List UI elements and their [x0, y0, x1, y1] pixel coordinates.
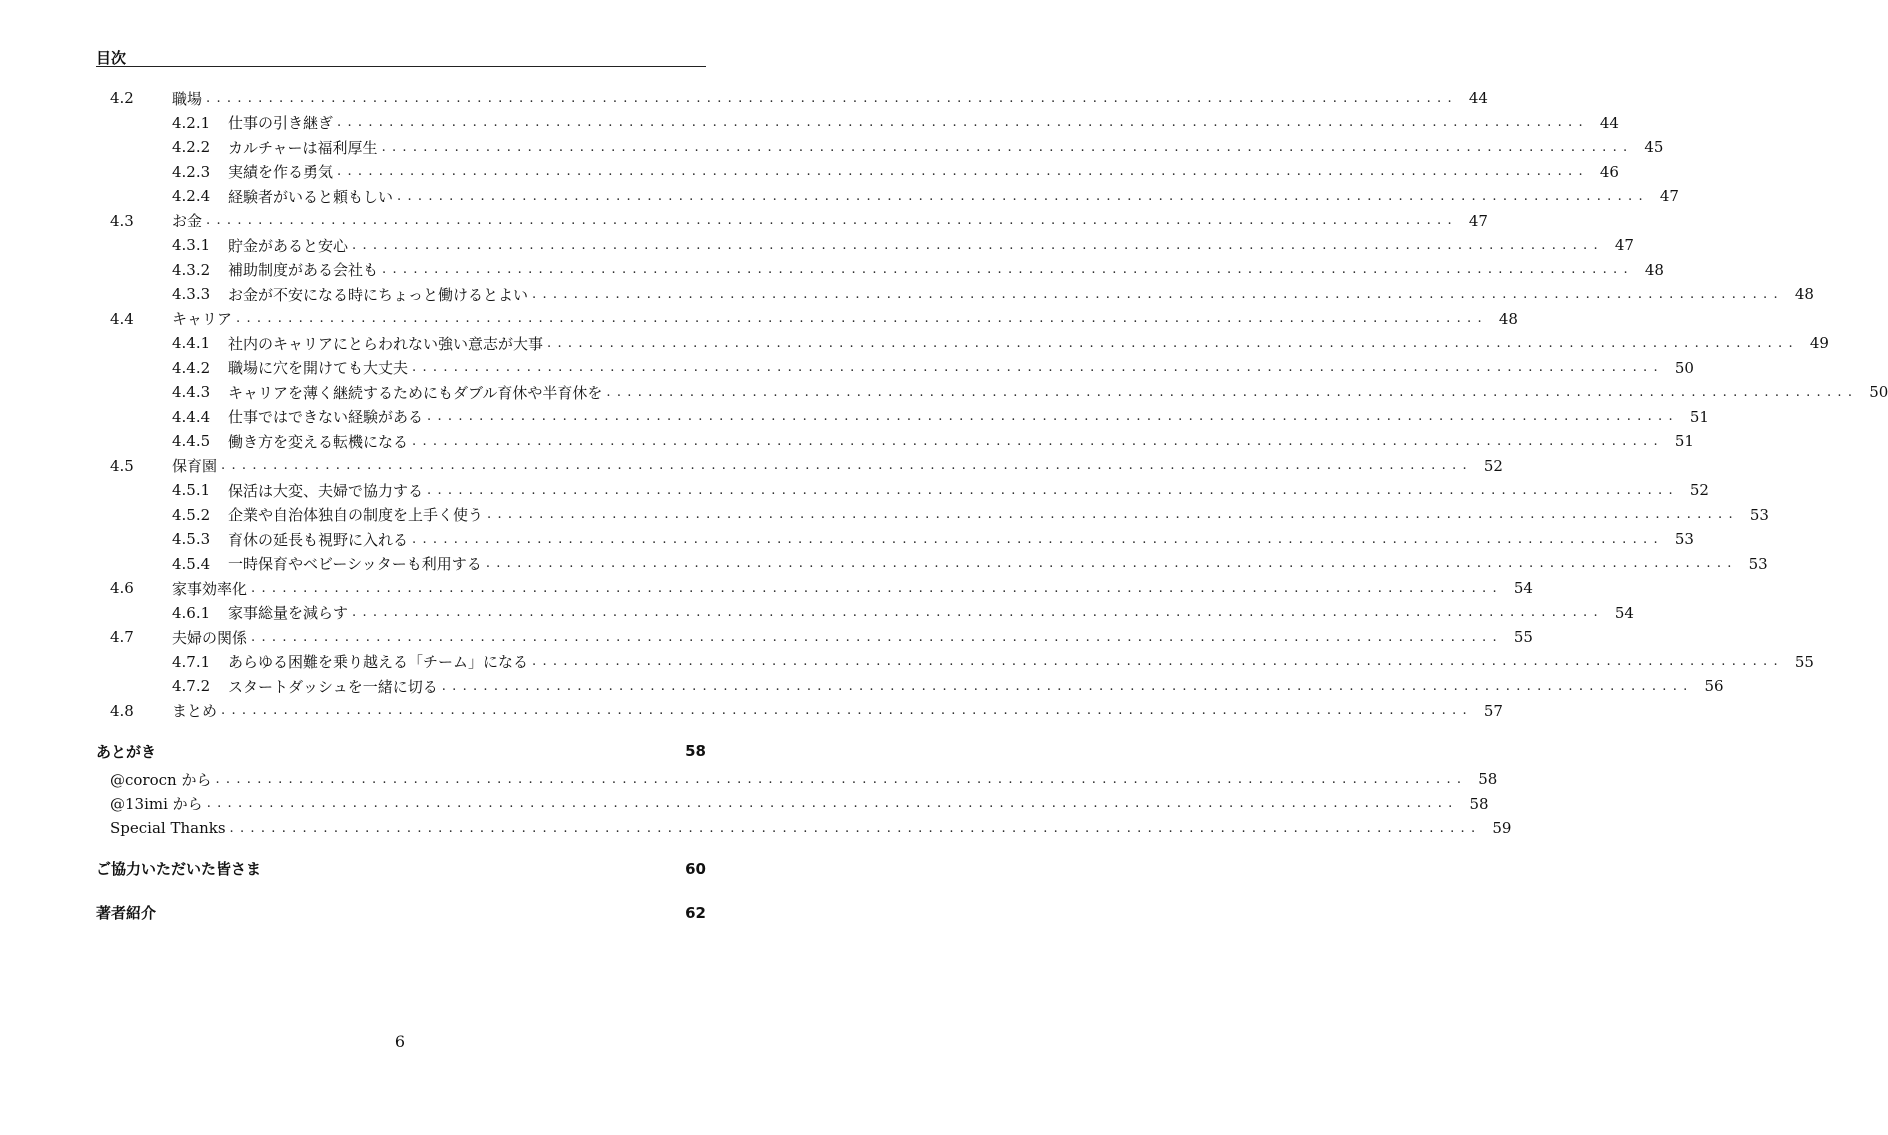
toc-subsection-entry[interactable]	[172, 504, 1769, 526]
toc-entry-title: 経験者がいると頼もしい	[228, 187, 394, 206]
toc-subsection-entry[interactable]	[172, 112, 1619, 134]
toc-section-entry[interactable]	[110, 577, 1533, 599]
toc-entry-page: 58	[685, 742, 706, 760]
toc-entry-page: 55	[1513, 628, 1533, 646]
dot-leader: ........................................................................................................................	[441, 678, 1694, 694]
toc-entry-title: 補助制度がある会社も	[228, 261, 379, 279]
dot-leader: ........................................................................................................................	[352, 237, 1604, 253]
toc-entry-number: 4.2.1	[172, 113, 211, 132]
dot-leader: ........................................................................................................................	[412, 531, 1664, 547]
toc-entry-number: 4.4.4	[172, 407, 211, 426]
toc-entry-page: 47	[1468, 211, 1488, 230]
toc-entry-number: 4.4.3	[172, 383, 211, 401]
header-title: 目次	[96, 49, 127, 67]
toc-entry-title: スタートダッシュを一緒に切る	[228, 677, 438, 696]
toc-entry-title: お金が不安になる時にちょっと働けるとよい	[228, 285, 529, 304]
toc-entry-page: 48	[1498, 309, 1518, 328]
dot-leader: ........................................................................................................................	[547, 335, 1799, 351]
toc-entry-title: 著者紹介	[96, 904, 157, 922]
page-number: 6	[394, 1032, 406, 1051]
toc-entry-title: 職場に穴を開けても大丈夫	[228, 359, 409, 377]
toc-entry-page: 54	[1513, 579, 1533, 597]
toc-chapter-entry[interactable]	[96, 858, 706, 880]
toc-entry-number: 4.5.4	[172, 554, 211, 573]
toc-subsection-entry[interactable]	[172, 161, 1619, 183]
toc-entry-page: 53	[1748, 554, 1768, 573]
toc-subsection-entry[interactable]	[172, 381, 1888, 403]
toc-subsection-entry[interactable]	[172, 675, 1724, 697]
toc-entry-page: 50	[1869, 383, 1888, 401]
toc-entry-page: 52	[1483, 456, 1503, 475]
dot-leader: ........................................................................................................................	[251, 629, 1503, 645]
toc-entry-number: 4.5.1	[172, 481, 211, 499]
toc-entry-number: 4.5.2	[172, 505, 211, 524]
toc-entry-title: カルチャーは福利厚生	[228, 138, 378, 157]
dot-leader: ........................................................................................................................	[206, 213, 1458, 228]
toc-section-entry[interactable]	[110, 455, 1503, 477]
toc-entry-number: 4.2.4	[172, 187, 211, 205]
toc-subsection-entry[interactable]	[172, 136, 1664, 158]
dot-leader: ........................................................................................................................	[397, 188, 1649, 204]
dot-leader: ........................................................................................................................	[337, 164, 1589, 179]
toc-entry-number: 4.3	[110, 211, 134, 230]
toc-section-entry[interactable]	[110, 793, 1489, 815]
toc-entry-page: 62	[685, 903, 706, 922]
toc-entry-number: 4.7	[110, 628, 134, 646]
toc-section-entry[interactable]	[110, 626, 1533, 648]
toc-entry-title: 実績を作る勇気	[228, 163, 334, 181]
toc-entry-page: 44	[1599, 113, 1619, 132]
toc-entry-page: 58	[1469, 794, 1489, 813]
toc-section-entry[interactable]	[110, 768, 1498, 790]
toc-entry-title: あらゆる困難を乗り越える「チーム」になる	[228, 653, 529, 671]
toc-entry-title: 家事効率化	[172, 579, 248, 598]
toc-entry-page: 58	[1478, 770, 1498, 788]
toc-entry-title: 夫婦の関係	[172, 628, 248, 647]
toc-entry-number: 4.6.1	[172, 603, 211, 622]
toc-entry-title: あとがき	[96, 742, 157, 761]
toc-entry-page: 56	[1704, 677, 1724, 695]
toc-entry-title: Special Thanks	[110, 819, 226, 837]
toc-entry-title: 保活は大変、夫婦で協力する	[228, 481, 424, 500]
toc-subsection-entry[interactable]	[172, 332, 1829, 354]
toc-entry-number: 4.5	[110, 456, 134, 475]
toc-entry-title: 仕事の引き継ぎ	[228, 114, 334, 132]
toc-entry-page: 45	[1644, 138, 1664, 156]
toc-entry-page: 51	[1674, 432, 1694, 450]
toc-entry-title: 貯金があると安心	[228, 236, 349, 255]
toc-entry-page: 57	[1483, 701, 1503, 720]
toc-entry-page: 44	[1468, 89, 1488, 107]
toc-entry-page: 47	[1614, 236, 1634, 254]
toc-entry-title: 企業や自治体独自の制度を上手く使う	[228, 506, 484, 524]
toc-entry-page: 49	[1809, 334, 1829, 352]
dot-leader: ........................................................................................................................	[206, 90, 1458, 106]
toc-section-entry[interactable]	[110, 210, 1488, 232]
toc-entry-title: 働き方を変える転機になる	[228, 432, 409, 451]
dot-leader: ........................................................................................................................	[381, 139, 1634, 155]
toc-entry-title: @13imi から	[110, 795, 203, 813]
dot-leader: ........................................................................................................................	[221, 458, 1473, 473]
dot-leader: ........................................................................................................................	[337, 115, 1589, 130]
toc-entry-number: 4.6	[110, 579, 134, 597]
toc-section-entry[interactable]	[110, 87, 1488, 109]
toc-entry-number: 4.4.2	[172, 358, 211, 377]
toc-entry-number: 4.4.5	[172, 432, 211, 450]
toc-entry-number: 4.8	[110, 701, 134, 720]
toc-entry-title: キャリアを薄く継続するためにもダブル育休や半育休を	[228, 383, 603, 402]
toc-entry-page: 50	[1674, 358, 1694, 377]
toc-entry-number: 4.4.1	[172, 334, 211, 352]
toc-chapter-entry[interactable]	[96, 740, 706, 762]
toc-section-entry[interactable]	[110, 700, 1503, 722]
toc-entry-page: 60	[685, 859, 706, 878]
toc-entry-title: 一時保育やベビーシッターも利用する	[228, 555, 482, 573]
dot-leader: ........................................................................................................................	[352, 605, 1604, 620]
toc-subsection-entry[interactable]	[172, 259, 1664, 281]
toc-subsection-entry[interactable]	[172, 357, 1694, 379]
dot-leader: ........................................................................................................................	[487, 507, 1739, 522]
toc-subsection-entry[interactable]	[172, 553, 1768, 575]
toc-entry-number: 4.3.3	[172, 285, 211, 303]
toc-entry-number: 4.2.3	[172, 162, 211, 181]
toc-subsection-entry[interactable]	[172, 479, 1709, 501]
toc-entry-page: 48	[1794, 285, 1814, 303]
dot-leader: ........................................................................................................................	[236, 311, 1488, 326]
toc-subsection-entry[interactable]	[172, 185, 1679, 207]
toc-subsection-entry[interactable]	[172, 234, 1634, 256]
toc-entry-title: 職場	[172, 89, 203, 108]
toc-entry-number: 4.5.3	[172, 530, 211, 548]
toc-subsection-entry[interactable]	[172, 651, 1814, 673]
toc-entry-title: 育休の延長も視野に入れる	[228, 530, 409, 549]
toc-entry-page: 48	[1644, 260, 1664, 279]
toc-entry-page: 47	[1659, 187, 1679, 205]
toc-entry-page: 59	[1492, 819, 1512, 837]
toc-entry-page: 46	[1599, 162, 1619, 181]
toc-subsection-entry[interactable]	[172, 406, 1709, 428]
dot-leader: ........................................................................................................................	[251, 580, 1503, 596]
toc-entry-number: 4.3.2	[172, 260, 211, 279]
dot-leader: ........................................................................................................................	[532, 286, 1784, 302]
toc-entry-title: 家事総量を減らす	[228, 604, 349, 622]
dot-leader: ........................................................................................................................	[229, 820, 1482, 836]
toc-entry-title: 仕事ではできない経験がある	[228, 408, 424, 426]
toc-subsection-entry[interactable]	[172, 283, 1814, 305]
toc-entry-number: 4.3.1	[172, 236, 211, 254]
toc-entry-number: 4.2	[110, 89, 134, 107]
dot-leader: ........................................................................................................................	[485, 556, 1738, 571]
toc-entry-number: 4.2.2	[172, 138, 211, 156]
dot-leader: ........................................................................................................................	[221, 703, 1473, 718]
toc-subsection-entry[interactable]	[172, 528, 1694, 550]
toc-entry-page: 54	[1614, 603, 1634, 622]
toc-entry-title: 保育園	[172, 457, 218, 475]
dot-leader: ........................................................................................................................	[427, 409, 1679, 424]
toc-subsection-entry[interactable]	[172, 602, 1634, 624]
toc-section-entry[interactable]	[110, 817, 1512, 839]
toc-entry-title: 社内のキャリアにとらわれない強い意志が大事	[228, 334, 544, 353]
dot-leader: ........................................................................................................................	[427, 482, 1679, 498]
dot-leader: ........................................................................................................................	[215, 771, 1468, 787]
dot-leader: ........................................................................................................................	[206, 796, 1459, 811]
toc-entry-title: ご協力いただいた皆さま	[96, 860, 262, 878]
dot-leader: ........................................................................................................................	[412, 433, 1664, 449]
toc-entry-title: キャリア	[172, 310, 233, 328]
toc-entry-title: @corocn から	[110, 770, 212, 789]
dot-leader: ........................................................................................................................	[532, 654, 1784, 669]
toc-section-entry[interactable]	[110, 308, 1518, 330]
toc-entry-page: 52	[1689, 481, 1709, 499]
dot-leader: ........................................................................................................................	[412, 360, 1664, 375]
toc-entry-page: 55	[1794, 652, 1814, 671]
toc-subsection-entry[interactable]	[172, 430, 1694, 452]
toc-entry-number: 4.7.1	[172, 652, 211, 671]
dot-leader: ........................................................................................................................	[606, 384, 1859, 400]
dot-leader: ........................................................................................................................	[382, 262, 1634, 277]
toc-entry-page: 53	[1749, 505, 1769, 524]
toc-entry-number: 4.4	[110, 309, 134, 328]
toc-entry-title: まとめ	[172, 702, 218, 720]
toc-entry-page: 53	[1674, 530, 1694, 548]
toc-entry-page: 51	[1689, 407, 1709, 426]
toc-entry-title: お金	[172, 212, 203, 230]
toc-chapter-entry[interactable]	[96, 902, 706, 924]
toc-entry-number: 4.7.2	[172, 677, 211, 695]
